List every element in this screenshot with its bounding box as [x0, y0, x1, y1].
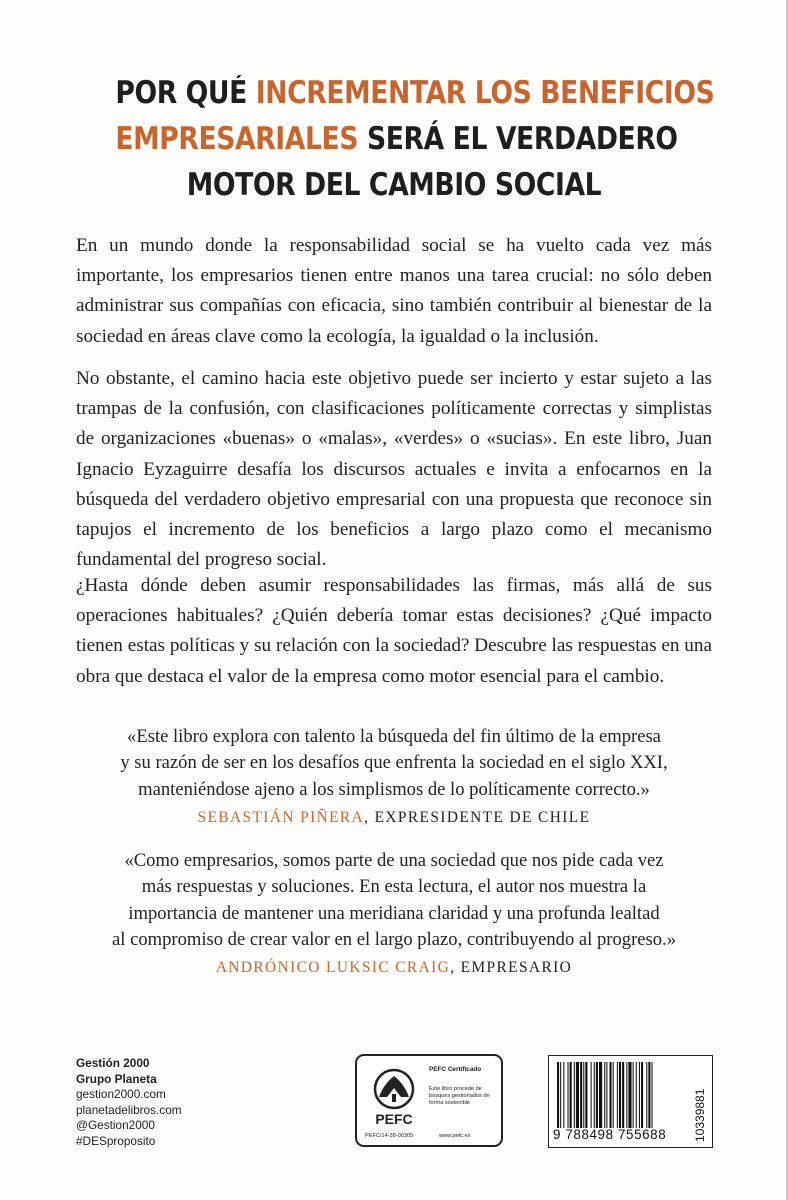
publisher-imprint: Gestión 2000 [76, 1056, 150, 1070]
body-paragraph-3: ¿Hasta dónde deben asumir responsabilidades las firmas, más allá de sus operaciones habituales? ¿Quién debería tomar estas decisiones? ¿Qué impacto tienen estas políticas y su relación con la sociedad? Descubre las respuestas en una obra que destaca el valor de la empresa como motor esencial para el cambio. [76, 575, 712, 687]
publisher-social: @Gestion2000 [76, 1118, 155, 1133]
pefc-website: www.pefc.es [439, 1133, 471, 1139]
quote-line: «Este libro explora con talento la búsqueda del fin último de la empresa [127, 726, 661, 747]
headline-line-3: MOTOR DEL CAMBIO SOCIAL [186, 167, 602, 203]
quote-line: «Como empresarios, somos parte de una sociedad que nos pide cada vez [124, 850, 664, 871]
body-paragraph-2: No obstante, el camino hacia este objetivo puede ser incierto y estar sujeto a las trampas de la confusión, con clasificaciones políticamente correctas y simplistas de organizaciones «buenas» o «malas», «verdes» o «sucias». En este libro, Juan Ignacio Eyzaguirre desafía los discursos actuales e invita a enfocarnos en la búsqueda del verdadero objetivo empresarial con una propuesta que reconoce sin tapujos el incremento de los beneficios a largo plazo como el mecanismo fundamental del progreso social. [76, 368, 712, 571]
quote-author-role: , EXPRESIDENTE DE CHILE [364, 808, 591, 826]
isbn-number: 9 788498 755688 [553, 1127, 667, 1142]
quote-author: ANDRÓNICO LUKSIC CRAIG [215, 959, 451, 977]
publisher-hashtag: #DESproposito [76, 1133, 156, 1148]
quote-pinera [60, 724, 728, 831]
pefc-certification-box [355, 1054, 503, 1147]
quote-line: importancia de mantener una meridiana claridad y una profunda lealtad [128, 902, 660, 924]
quote-line: y su razón de ser en los desafíos que enfrenta la sociedad en el siglo XXI, [120, 752, 668, 774]
publisher-website: gestion2000.com [76, 1087, 166, 1102]
quote-line: al compromiso de crear valor en el largo plazo, contribuyendo al progreso.» [112, 928, 676, 950]
svg-text:10339881: 10339881 [693, 1088, 707, 1142]
quote-attribution [60, 805, 728, 831]
publisher-info [76, 1056, 182, 1150]
headline-line-1: POR QUÉ INCREMENTAR LOS BENEFICIOS [115, 75, 715, 111]
publisher-group: Grupo Planeta [76, 1071, 157, 1086]
headline-line-2: EMPRESARIALES SERÁ EL VERDADERO [115, 121, 678, 157]
quote-attribution [60, 955, 728, 981]
pefc-description: Este libro procede de bosques gestionados de forma sostenible [429, 1086, 490, 1107]
pefc-logo-text: PEFC [375, 1111, 413, 1127]
pefc-tree-logo-icon [367, 1064, 421, 1140]
pefc-code: PEFC/14-38-00305 [365, 1133, 414, 1139]
publisher-website-2: planetadelibros.com [76, 1102, 182, 1117]
barcode-box [548, 1055, 713, 1148]
quote-line: más respuestas y soluciones. En esta lectura, el autor nos muestra la [141, 876, 647, 898]
pefc-certified-label: PEFC Certificado [429, 1066, 482, 1073]
quote-author-role: , EMPRESARIO [450, 959, 573, 977]
quote-author: SEBASTIÁN PIÑERA [197, 808, 365, 826]
quote-luksic [60, 848, 728, 981]
barcode-icon [557, 1062, 685, 1128]
body-paragraph-1: En un mundo donde la responsabilidad social se ha vuelto cada vez más importante, los empresarios tienen entre manos una tarea crucial: no sólo deben administrar sus compañías con eficacia, sino también contribuir al bienestar de la sociedad en áreas clave como la ecología, la igualdad o la inclusión. [76, 235, 712, 347]
side-number [691, 1060, 709, 1144]
headline [115, 70, 715, 208]
quote-line: manteniéndose ajeno a los simplismos de lo políticamente correcto.» [138, 778, 650, 800]
